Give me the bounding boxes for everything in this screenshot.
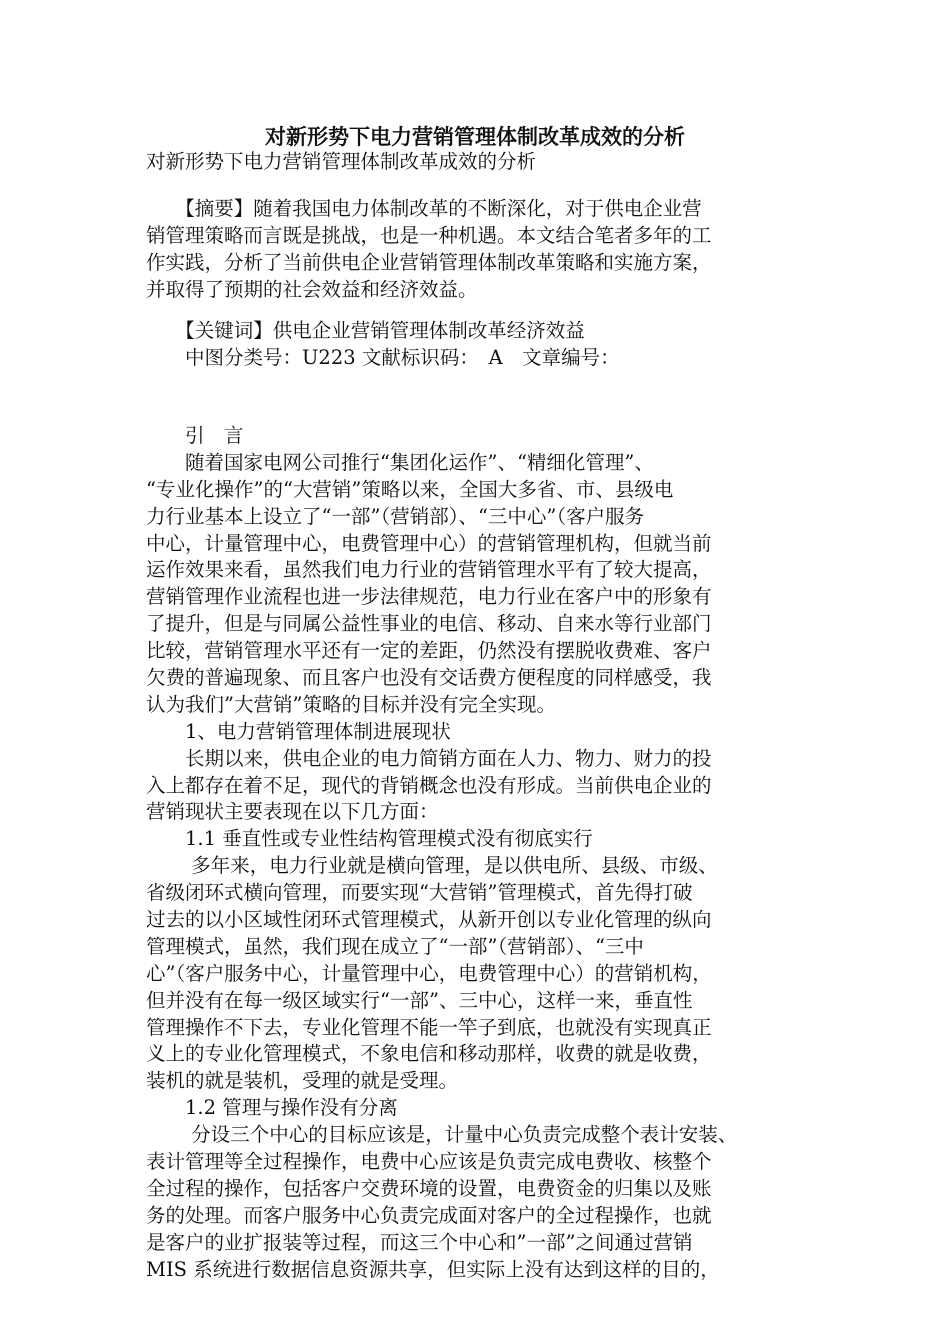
- body-line: 随着国家电网公司推行“集团化运作”、“精细化管理”、: [146, 450, 654, 474]
- body-line: 引 言: [146, 424, 244, 447]
- body-line: 营销管理作业流程也进一步法律规范，电力行业在客户中的形象有: [146, 585, 712, 609]
- body-line: 中心，计量管理中心，电费管理中心）的营销管理机构，但就当前: [146, 531, 712, 555]
- body-line: 全过程的操作，包括客户交费环境的设置，电费资金的归集以及账: [146, 1176, 712, 1200]
- subsection-heading: 1.1 垂直性或专业性结构管理模式没有彻底实行: [146, 827, 593, 851]
- keywords-line: 【关键词】供电企业营销管理体制改革经济效益: [146, 319, 585, 342]
- body-line: 运作效果来看，虽然我们电力行业的营销管理水平有了较大提高，: [146, 558, 712, 582]
- abstract-line: 【摘要】随着我国电力体制改革的不断深化，对于供电企业营: [146, 197, 702, 220]
- body-line: MIS 系统进行数据信息资源共享，但实际上没有达到这样的目的，: [146, 1257, 720, 1281]
- abstract-line: 作实践，分析了当前供电企业营销管理体制改革策略和实施方案，: [146, 250, 712, 274]
- body-line: 省级闭环式横向管理，而要实现“大营销”管理模式，首先得打破: [146, 881, 693, 905]
- body-line: 营销现状主要表现在以下几方面：: [146, 800, 439, 824]
- body-line: 认为我们”大营销”策略的目标并没有完全实现。: [146, 692, 556, 716]
- body-line: 长期以来，供电企业的电力简销方面在人力、物力、财力的投: [146, 746, 712, 770]
- body-block: [146, 423, 811, 1284]
- body-line: 装机的就是装机，受理的就是受理。: [146, 1069, 459, 1093]
- body-line: 是客户的业扩报装等过程，而这三个中心和”一部”之间通过营销: [146, 1230, 693, 1254]
- subsection-heading: 1.2 管理与操作没有分离: [146, 1096, 398, 1120]
- keywords-block: [146, 318, 811, 372]
- body-line: 力行业基本上设立了“一部”（营销部）、“三中心”（客户服务: [146, 504, 645, 528]
- body-line: 比较，营销管理水平还有一定的差距，仍然没有摆脱收费难、客户: [146, 639, 712, 663]
- body-line: 管理操作不下去，专业化管理不能一竿子到底，也就没有实现真正: [146, 1015, 712, 1039]
- document-title: 对新形势下电力营销管理体制改革成效的分析: [265, 124, 685, 149]
- abstract-line: 并取得了预期的社会效益和经济效益。: [146, 277, 478, 301]
- body-line: 过去的以小区域性闭环式管理模式，从新开创以专业化管理的纵向: [146, 908, 712, 932]
- body-line: 了提升，但是与同属公益性事业的电信、移动、自来水等行业部门: [146, 612, 712, 636]
- body-line: 表计管理等全过程操作，电费中心应该是负责完成电费收、核整个: [146, 1150, 712, 1174]
- abstract-block: [146, 196, 811, 304]
- body-line: 义上的专业化管理模式，不象电信和移动那样，收费的就是收费，: [146, 1042, 712, 1066]
- body-line: 务的处理。而客户服务中心负责完成面对客户的全过程操作，也就: [146, 1203, 712, 1227]
- abstract-line: 销管理策略而言既是挑战，也是一种机遇。本文结合笔者多年的工: [146, 223, 712, 247]
- document-subtitle: 对新形势下电力营销管理体制改革成效的分析: [146, 150, 537, 173]
- body-line: 入上都存在着不足，现代的背销概念也没有形成。当前供电企业的: [146, 773, 712, 797]
- body-line: 但并没有在每一级区域实行“一部”、三中心，这样一来，垂直性: [146, 988, 693, 1012]
- body-line: “专业化操作”的“大营销”策略以来，全国大多省、市、县级电: [146, 477, 674, 501]
- body-line: 心”（客户服务中心，计量管理中心，电费管理中心）的营销机构，: [146, 961, 712, 985]
- classification-line: 中图分类号：U223 文献标识码： A 文章编号：: [146, 345, 620, 369]
- body-line: 多年来，电力行业就是横向管理，是以供电所、县级、市级、: [146, 854, 718, 878]
- body-line: 欠费的普遍现象、而且客户也没有交话费方便程度的同样感受，我: [146, 666, 712, 690]
- body-line: 分设三个中心的目标应该是，计量中心负责完成整个表计安装、: [146, 1123, 738, 1147]
- body-line: 管理模式，虽然，我们现在成立了“一部”（营销部）、“三中: [146, 934, 644, 958]
- section-heading: 1、电力营销管理体制进展现状: [146, 719, 451, 743]
